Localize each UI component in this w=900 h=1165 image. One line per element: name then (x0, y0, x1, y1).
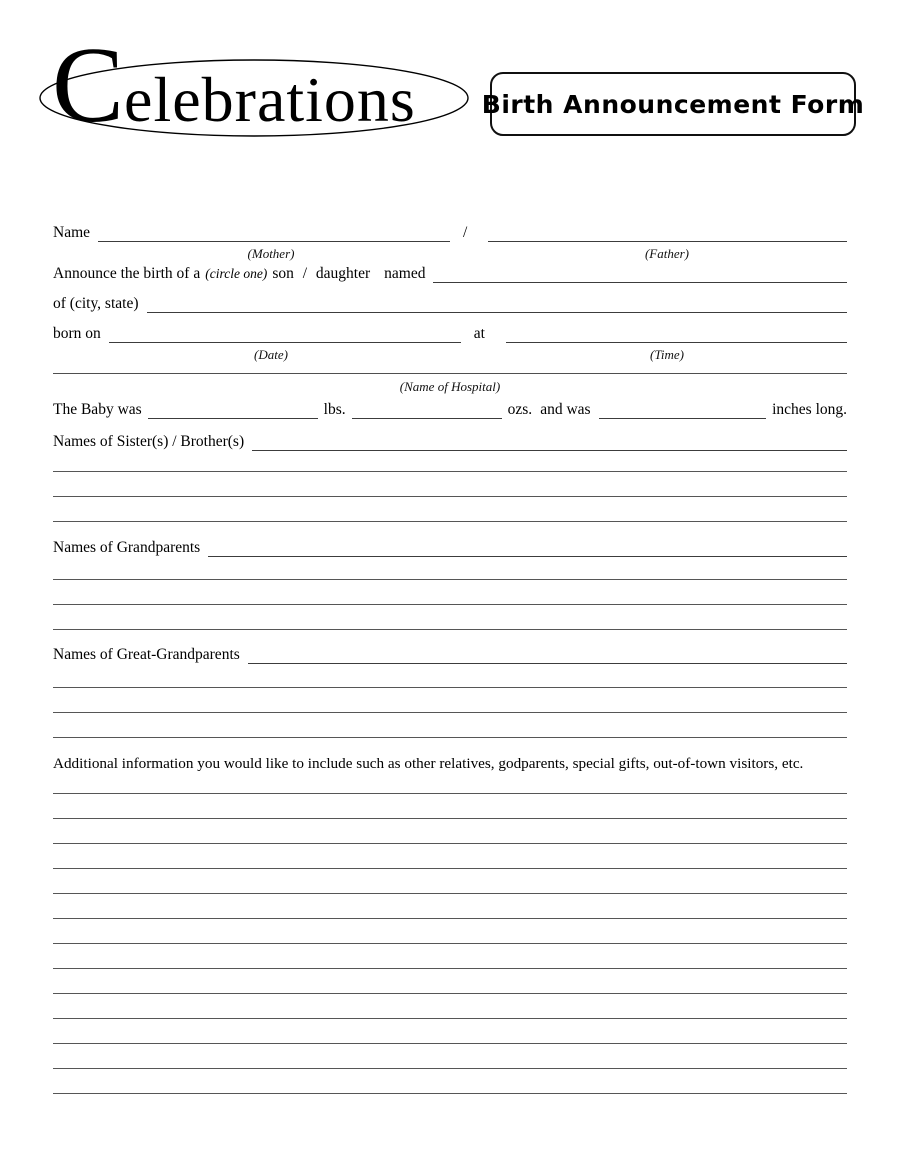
logo-rest: elebrations (124, 64, 416, 135)
son-daughter-options[interactable]: son / daughter (272, 264, 371, 282)
write-line[interactable] (53, 943, 847, 944)
name-captions (53, 246, 847, 261)
grandparents-label: Names of Grandparents (53, 538, 201, 556)
write-line[interactable] (53, 712, 847, 713)
birth-date-field[interactable] (109, 340, 461, 343)
write-line[interactable] (53, 868, 847, 869)
write-line[interactable] (53, 918, 847, 919)
name-row (53, 225, 847, 242)
birth-time-field[interactable] (506, 340, 847, 343)
baby-was-label: The Baby was (53, 400, 142, 418)
great-grandparents-lines (53, 687, 847, 763)
siblings-label: Names of Sister(s) / Brother(s) (53, 432, 245, 450)
circle-one-hint: (circle one) (205, 266, 268, 282)
name-separator: / (463, 223, 468, 241)
weight-lbs-field[interactable] (148, 416, 318, 419)
grandparents-field[interactable] (208, 554, 847, 557)
born-captions (53, 347, 847, 362)
born-row (53, 326, 847, 343)
father-name-field[interactable] (488, 239, 847, 242)
born-on-label: born on (53, 324, 101, 342)
great-grandparents-field[interactable] (248, 661, 847, 664)
baby-stats-row (53, 402, 847, 419)
grandparents-lines (53, 579, 847, 655)
announce-label: Announce the birth of a (53, 264, 201, 282)
write-line[interactable] (53, 1068, 847, 1069)
celebrations-logo (36, 26, 486, 150)
city-state-field[interactable] (147, 310, 848, 313)
and-was-label: and was (540, 400, 591, 418)
write-line[interactable] (53, 579, 847, 580)
write-line[interactable] (53, 968, 847, 969)
lbs-label: lbs. (323, 400, 346, 418)
additional-info-label: Additional information you would like to include such as other relatives, godparents, special gifts, out-of-town visitors, etc. (53, 755, 804, 772)
write-line[interactable] (53, 629, 847, 630)
weight-ozs-field[interactable] (352, 416, 502, 419)
logo-text (52, 26, 416, 145)
siblings-field[interactable] (252, 448, 847, 451)
grandparents-row (53, 540, 847, 557)
baby-name-field[interactable] (433, 280, 847, 283)
write-line[interactable] (53, 793, 847, 794)
name-label: Name (53, 223, 91, 241)
write-line[interactable] (53, 687, 847, 688)
write-line[interactable] (53, 818, 847, 819)
city-state-row (53, 296, 847, 313)
at-label: at (473, 324, 485, 342)
siblings-lines (53, 471, 847, 547)
ozs-label: ozs. (507, 400, 533, 418)
form-title-box (481, 72, 865, 136)
write-line[interactable] (53, 843, 847, 844)
write-line[interactable] (53, 737, 847, 738)
father-caption: (Father) (644, 246, 690, 261)
length-inches-field[interactable] (599, 416, 767, 419)
write-line[interactable] (53, 1043, 847, 1044)
additional-info-lines (53, 793, 847, 1118)
mother-name-field[interactable] (98, 239, 450, 242)
inches-long-label: inches long. (772, 400, 847, 418)
write-line[interactable] (53, 1093, 847, 1094)
city-state-label: of (city, state) (53, 294, 139, 312)
write-line[interactable] (53, 993, 847, 994)
named-label: named (384, 264, 426, 282)
date-caption: (Date) (254, 347, 288, 362)
time-caption: (Time) (650, 347, 684, 362)
mother-caption: (Mother) (247, 246, 295, 261)
announce-row (53, 266, 847, 283)
siblings-row (53, 434, 847, 451)
write-line[interactable] (53, 893, 847, 894)
great-grandparents-label: Names of Great-Grandparents (53, 645, 240, 663)
write-line[interactable] (53, 521, 847, 522)
write-line[interactable] (53, 1018, 847, 1019)
great-grandparents-row (53, 647, 847, 664)
hospital-caption-row (53, 379, 847, 394)
hospital-caption: (Name of Hospital) (399, 379, 501, 394)
logo-initial: C (52, 26, 125, 145)
write-line[interactable] (53, 604, 847, 605)
form-title: Birth Announcement Form (481, 89, 865, 119)
write-line[interactable] (53, 496, 847, 497)
hospital-name-field[interactable] (53, 373, 847, 374)
write-line[interactable] (53, 471, 847, 472)
